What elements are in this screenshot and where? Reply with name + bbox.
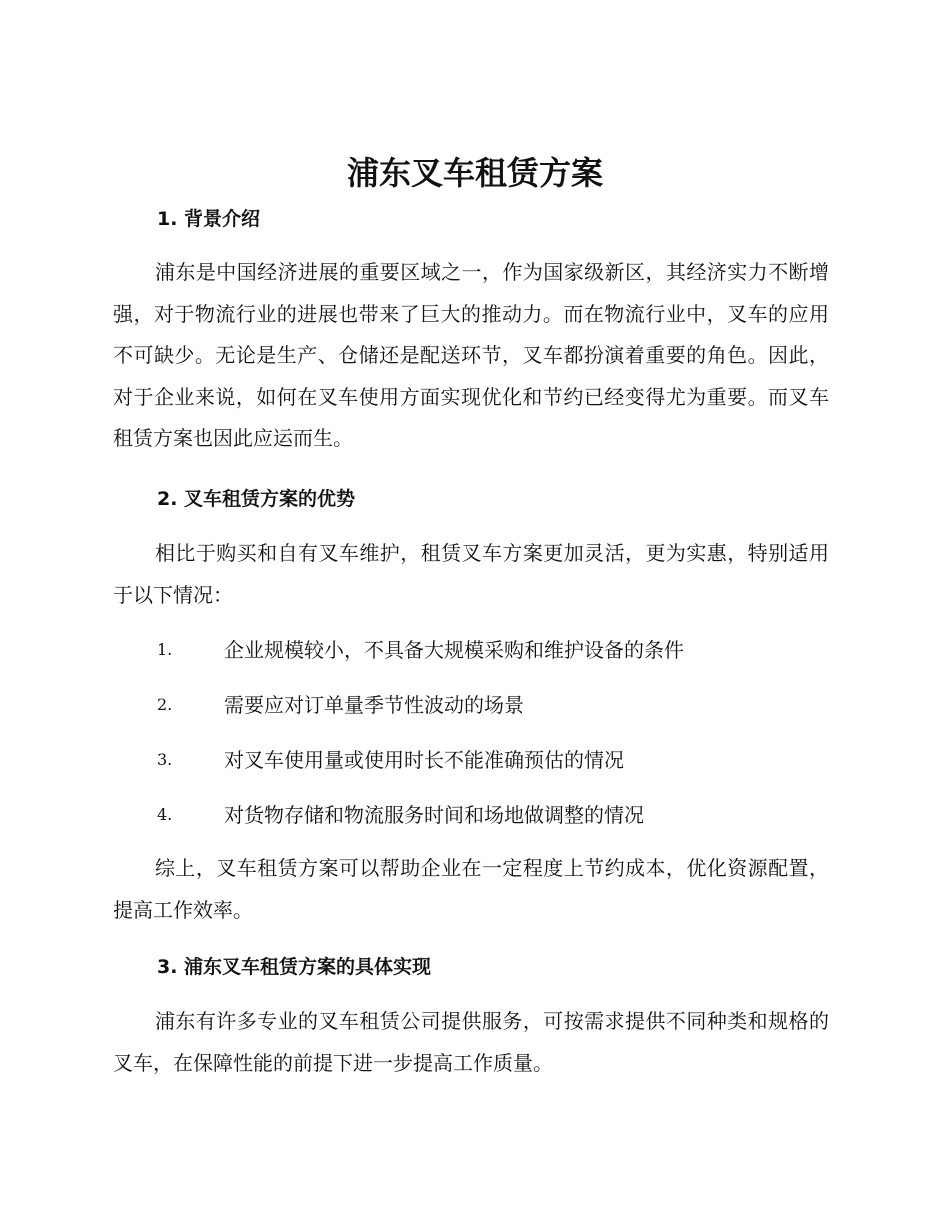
section-paragraph-background: 浦东是中国经济进展的重要区域之一，作为国家级新区，其经济实力不断增强，对于物流行业的进展也带来了巨大的推动力。而在物流行业中，叉车的应用不可缺少。无论是生产、仓储还是配送环节，叉车都扮演着重要的角色。因此，对于企业来说，如何在叉车使用方面实现优化和节约已经变得尤为重要。而叉车租赁方案也因此应运而生。 [113,260,829,450]
section-heading-background: 1. 背景介绍 [157,208,261,230]
list-item-text: 企业规模较小，不具备大规模采购和维护设备的条件 [224,638,684,662]
section-heading-implementation: 3. 浦东叉车租赁方案的具体实现 [157,956,432,978]
list-item-text: 对叉车使用量或使用时长不能准确预估的情况 [224,748,624,772]
section-paragraph-implementation: 浦东有许多专业的叉车租赁公司提供服务，可按需求提供不同种类和规格的叉车，在保障性能的前提下进一步提高工作质量。 [113,1009,829,1075]
document-title: 浦东叉车租赁方案 [346,154,603,192]
section-paragraph-advantages-intro: 相比于购买和自有叉车维护，租赁叉车方案更加灵活，更为实惠，特别适用于以下情况： [113,541,829,607]
list-item-number: 4. [157,805,173,824]
section-paragraph-advantages-conclusion: 综上，叉车租赁方案可以帮助企业在一定程度上节约成本，优化资源配置，提高工作效率。 [113,856,829,922]
section-heading-advantages: 2. 叉车租赁方案的优势 [157,488,356,510]
list-item-text: 对货物存储和物流服务时间和场地做调整的情况 [224,803,644,827]
list-item-number: 2. [157,695,173,714]
list-item-number: 1. [157,640,173,659]
list-item-number: 3. [157,750,173,769]
list-item-text: 需要应对订单量季节性波动的场景 [224,693,524,717]
